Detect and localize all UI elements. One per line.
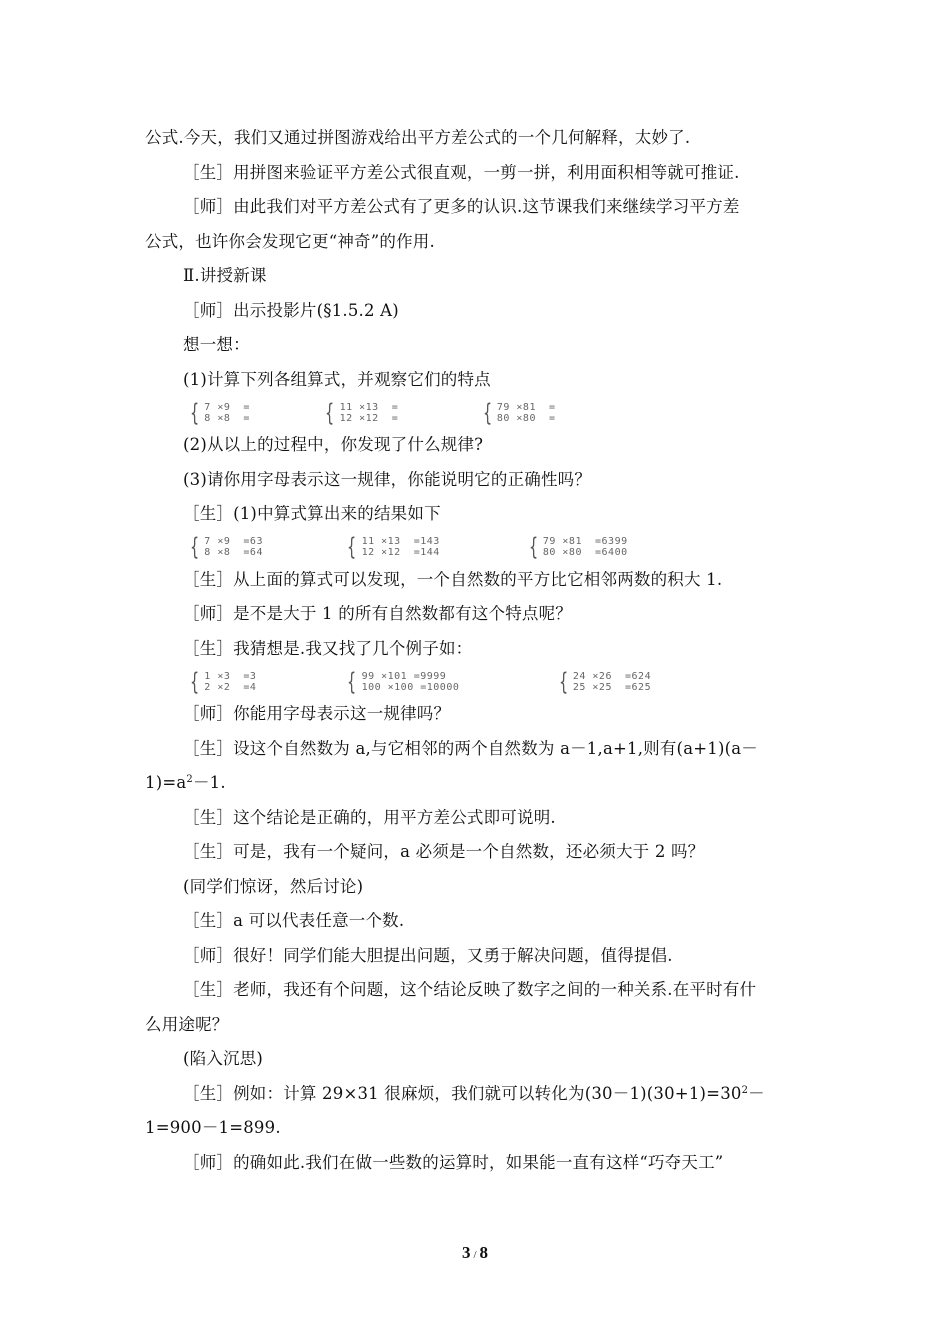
equation-group [526, 533, 628, 561]
page-separator: / [473, 1249, 477, 1261]
equation-line: 80 ×80 = [496, 412, 556, 424]
text-run: 1)=a [145, 773, 187, 792]
equation-line: 11 ×13 =143 [361, 536, 440, 547]
paragraph: ［师］是不是大于 1 的所有自然数都有这个特点呢？ [183, 604, 572, 623]
paragraph [145, 1077, 815, 1112]
paragraph: (同学们惊讶，然后讨论) [183, 876, 364, 896]
paragraph: 公式.今天，我们又通过拼图游戏给出平方差公式的一个几何解释，太妙了. [145, 128, 691, 147]
paragraph: ［生］用拼图来验证平方差公式很直观，一剪一拼，利用面积相等就可推证. [183, 162, 740, 182]
page-body [145, 121, 815, 1180]
equation-group [344, 667, 533, 696]
equation-line: 79 ×81 =6399 [542, 536, 628, 547]
paragraph: ［师］由此我们对平方差公式有了更多的认识.这节课我们来继续学习平方差 [183, 197, 740, 216]
paragraph: (2)从以上的过程中，你发现了什么规律? [183, 435, 484, 454]
paragraph: (1)计算下列各组算式，并观察它们的特点 [183, 369, 491, 389]
equation-line: 99 ×101 =9999 [361, 670, 447, 682]
page-number [0, 1243, 950, 1263]
equation-row [145, 532, 815, 563]
paragraph: 想一想： [183, 335, 250, 354]
paragraph: ［生］从上面的算式可以发现，一个自然数的平方比它相邻两数的积大 1. [183, 569, 723, 589]
equation-line: 7 ×9 = [204, 401, 250, 413]
equation-line: 8 ×8 =64 [204, 547, 263, 558]
brace-icon: { [558, 667, 568, 696]
equation-group [187, 398, 300, 427]
paragraph: ［生］可是，我有一个疑问，a 必须是一个自然数，还必须大于 2 吗？ [183, 842, 705, 861]
paragraph: ［生］这个结论是正确的，用平方差公式即可说明. [183, 807, 556, 827]
section-heading: Ⅱ.讲授新课 [183, 266, 267, 285]
brace-icon: { [325, 398, 335, 427]
equation-line: 11 ×13 = [339, 401, 399, 413]
paragraph: 公式，也许你会发现它更“神奇”的作用. [145, 231, 435, 251]
equation-line: 25 ×25 =625 [572, 681, 652, 693]
paragraph: ［生］设这个自然数为 a,与它相邻的两个自然数为 a－1,a+1,则有(a+1)(a－ [183, 738, 758, 758]
equation-group [187, 533, 322, 561]
equation-line: 24 ×26 =624 [572, 670, 652, 682]
equation-row [145, 397, 815, 428]
equation-line: 7 ×9 =63 [204, 536, 263, 547]
text-run: ［生］例如：计算 29×31 很麻烦，我们就可以转化为(30－1)(30+1)=30 [183, 1083, 742, 1103]
paragraph: ［师］的确如此.我们在做一些数的运算时，如果能一直有这样“巧夺天工” [183, 1152, 724, 1172]
text-run: － [748, 1083, 765, 1103]
equation-group [480, 398, 556, 427]
paragraph: 1=900－1=899. [145, 1118, 281, 1137]
paragraph: ［师］出示投影片(§1.5.2 A) [183, 300, 399, 320]
superscript: 2 [186, 774, 193, 785]
equation-group [187, 667, 322, 696]
equation-group [322, 398, 457, 427]
equation-line: 79 ×81 = [496, 401, 556, 413]
equation-line: 1 ×3 =3 [204, 670, 257, 682]
equation-line: 100 ×100 =10000 [361, 681, 460, 693]
paragraph: ［生］我猜想是.我又找了几个例子如： [183, 638, 473, 658]
paragraph: (陷入沉思) [183, 1049, 264, 1068]
equation-line: 12 ×12 = [339, 412, 399, 424]
equation-line: 80 ×80 =6400 [542, 547, 628, 558]
equation-line: 2 ×2 =4 [204, 681, 257, 693]
brace-icon: { [190, 398, 200, 427]
paragraph [145, 766, 815, 801]
equation-group [556, 667, 652, 696]
total-pages: 8 [479, 1243, 489, 1262]
brace-icon: { [528, 533, 538, 561]
brace-icon: { [347, 533, 357, 561]
brace-icon: { [482, 398, 492, 427]
current-page: 3 [461, 1243, 471, 1262]
paragraph: ［师］很好！同学们能大胆提出问题，又勇于解决问题，值得提倡. [183, 945, 673, 965]
equation-group [344, 533, 503, 561]
superscript: 2 [741, 1084, 749, 1096]
paragraph: (3)请你用字母表示这一规律，你能说明它的正确性吗？ [183, 469, 592, 489]
brace-icon: { [190, 533, 200, 561]
paragraph: ［师］你能用字母表示这一规律吗？ [183, 704, 451, 723]
brace-icon: { [190, 667, 200, 696]
equation-row [145, 666, 815, 697]
paragraph: ［生］(1)中算式算出来的结果如下 [183, 504, 441, 523]
equation-line: 8 ×8 = [204, 412, 250, 424]
paragraph: ［生］a 可以代表任意一个数. [183, 911, 405, 930]
paragraph: 么用途呢？ [145, 1014, 229, 1034]
text-run: －1. [192, 773, 226, 792]
brace-icon: { [347, 667, 357, 696]
equation-line: 12 ×12 =144 [361, 547, 440, 558]
paragraph: ［生］老师，我还有个问题，这个结论反映了数字之间的一种关系.在平时有什 [183, 980, 757, 999]
